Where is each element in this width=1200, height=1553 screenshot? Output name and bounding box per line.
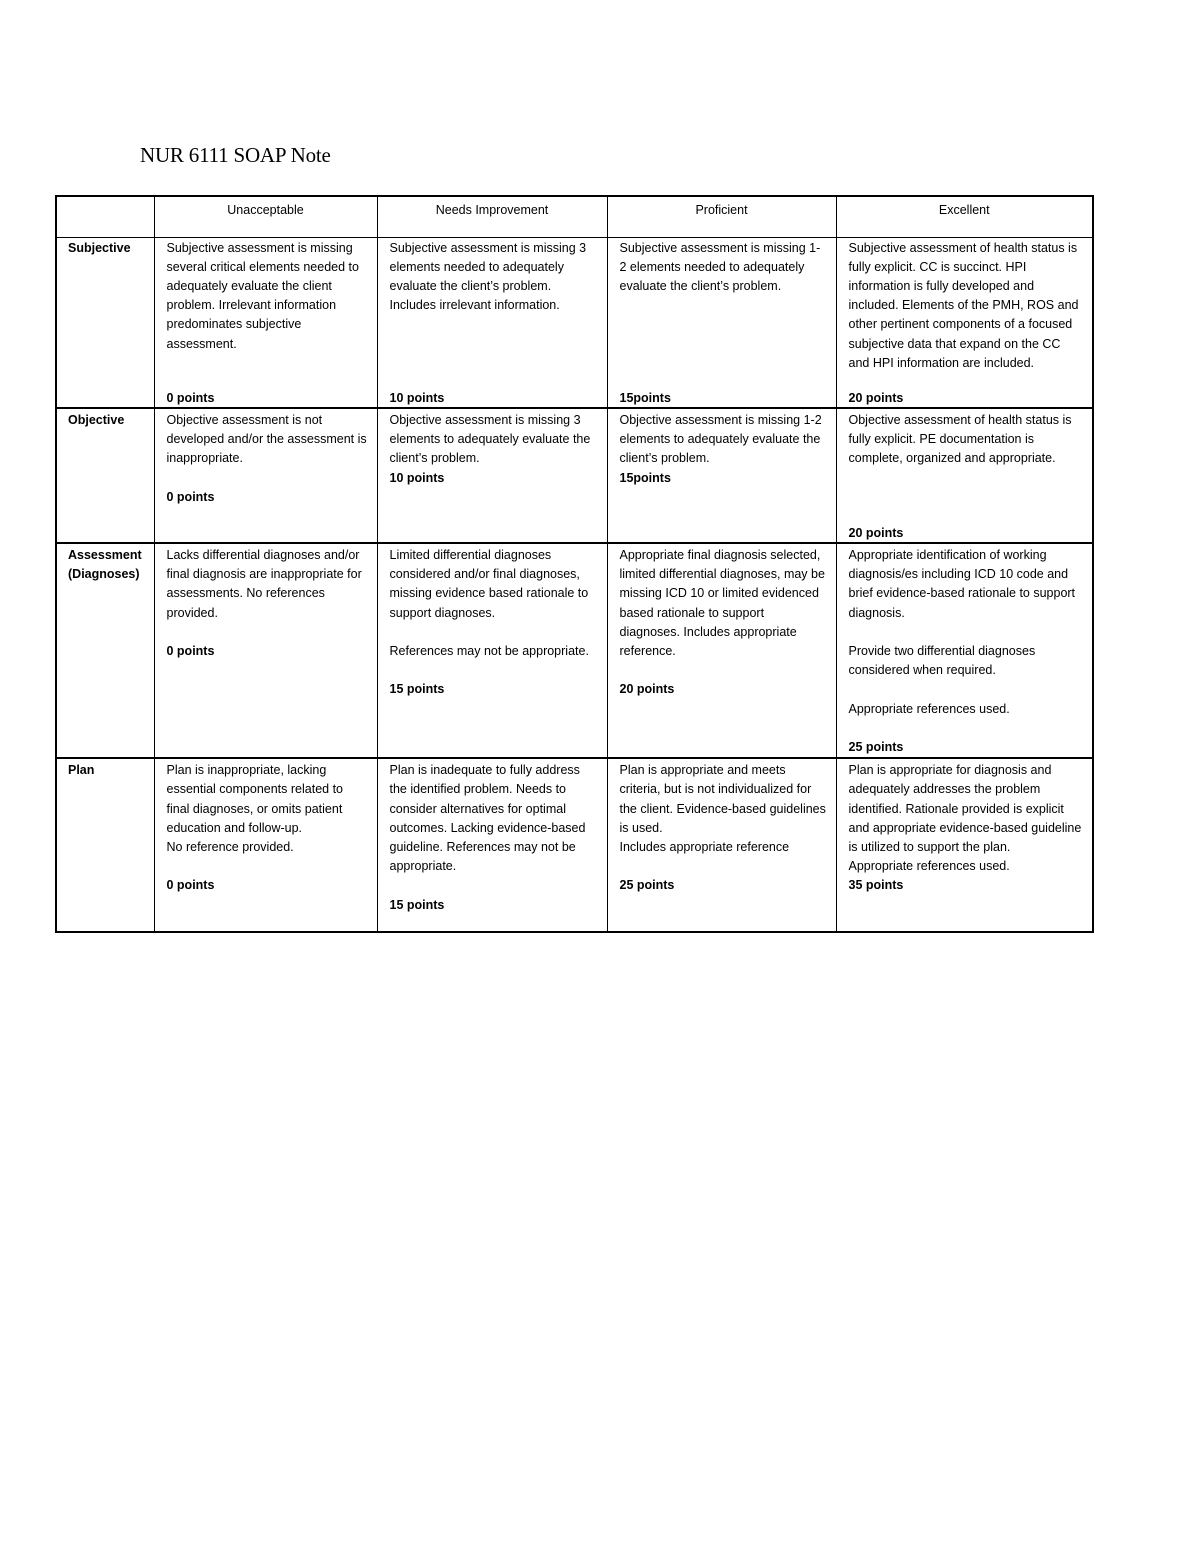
criteria-text: Plan is inappropriate, lacking essential components related to final diagnoses, or omits patient education and follow-up. xyxy=(166,763,343,835)
row-subjective xyxy=(56,237,1093,408)
points-label: 35 points xyxy=(848,878,904,893)
cell-assessment-unacceptable xyxy=(154,543,377,758)
header-unacceptable: Unacceptable xyxy=(154,196,377,237)
criteria-text: Subjective assessment is missing 1-2 elements needed to adequately evaluate the client’s problem. xyxy=(619,240,821,293)
criteria-text: Objective assessment is missing 3 elements to adequately evaluate the client’s problem. xyxy=(389,413,591,466)
points-label: 0 points xyxy=(166,644,215,658)
criteria-text: Subjective assessment is missing 3 elements needed to adequately evaluate the client’s problem. Includes irrelevant information. xyxy=(389,240,587,313)
criteria-note: Appropriate references used. xyxy=(848,701,1010,716)
criteria-text: Objective assessment is missing 1-2 elements to adequately evaluate the client’s problem. xyxy=(619,413,822,466)
header-needs-improvement: Needs Improvement xyxy=(377,196,607,237)
criteria-text: Plan is inadequate to fully address the identified problem. Needs to consider alternatives for optimal outcomes. Lacking evidence-based guideline. References may not be appropriate. xyxy=(389,763,586,874)
row-plan xyxy=(56,758,1093,932)
document-title: NUR 6111 SOAP Note xyxy=(140,143,331,167)
cell-objective-excellent xyxy=(836,408,1093,543)
points-label: 10 points xyxy=(389,390,445,405)
criteria-text: Plan is appropriate for diagnosis and adequately addresses the problem identified. Rationale provided is explicit and appropriate evidence-based guideline is utilized to support the plan. xyxy=(848,763,1082,854)
points-label: 25 points xyxy=(848,739,904,754)
points-label: 0 points xyxy=(166,390,215,405)
header-proficient: Proficient xyxy=(607,196,836,237)
points-label: 20 points xyxy=(619,682,675,697)
points-label: 15 points xyxy=(389,897,445,912)
row-label-subjective: Subjective xyxy=(56,237,154,408)
row-assessment xyxy=(56,543,1093,758)
criteria-text: Plan is appropriate and meets criteria, but is not individualized for the client. Evidence-based guidelines is used. xyxy=(619,763,826,835)
criteria-text: Appropriate identification of working diagnosis/es including ICD 10 code and brief evidence-based rationale to support diagnosis. xyxy=(848,548,1076,620)
points-label: 15points xyxy=(619,390,671,405)
cell-plan-unacceptable xyxy=(154,758,377,932)
criteria-text: Subjective assessment is missing several critical elements needed to adequately evaluate the client problem. Irrelevant information predominates subjective assessment. xyxy=(166,240,359,351)
criteria-text: Lacks differential diagnoses and/or final diagnosis are inappropriate for assessments. No references provided. xyxy=(166,548,362,620)
criteria-note: Provide two differential diagnoses considered when required. xyxy=(848,644,1036,678)
criteria-note: Includes appropriate reference xyxy=(619,840,790,854)
cell-objective-proficient xyxy=(607,408,836,543)
criteria-note: No reference provided. xyxy=(166,840,294,854)
points-label: 15 points xyxy=(389,682,445,697)
points-label: 25 points xyxy=(619,878,675,893)
cell-assessment-proficient xyxy=(607,543,836,758)
header-excellent: Excellent xyxy=(836,196,1093,237)
points-label: 0 points xyxy=(166,878,215,893)
points-label: 0 points xyxy=(166,489,215,504)
cell-subjective-proficient xyxy=(607,237,836,408)
criteria-text: Limited differential diagnoses considered and/or final diagnoses, missing evidence based rationale to support diagnoses. xyxy=(389,548,589,620)
row-objective xyxy=(56,408,1093,543)
cell-plan-proficient xyxy=(607,758,836,932)
cell-assessment-needs-improvement xyxy=(377,543,607,758)
cell-plan-excellent xyxy=(836,758,1093,932)
points-label: 10 points xyxy=(389,470,445,485)
cell-subjective-excellent xyxy=(836,237,1093,408)
points-label: 20 points xyxy=(848,390,904,405)
row-label-objective: Objective xyxy=(56,408,154,543)
cell-subjective-unacceptable xyxy=(154,237,377,408)
criteria-note: References may not be appropriate. xyxy=(389,644,589,658)
criteria-text: Subjective assessment of health status is fully explicit. CC is succinct. HPI information is fully developed and included. Elements of the PMH, ROS and other pertinent components of a focused subjective data that expand on the CC and HPI information are included. xyxy=(848,240,1079,370)
header-row xyxy=(56,196,1093,237)
rubric-table xyxy=(55,195,1094,933)
criteria-text: Appropriate final diagnosis selected, limited differential diagnoses, may be missing ICD 10 or limited evidenced based rationale to support diagnoses. Includes appropriate reference. xyxy=(619,548,825,659)
criteria-note: Appropriate references used. xyxy=(848,859,1010,874)
cell-objective-needs-improvement xyxy=(377,408,607,543)
cell-assessment-excellent xyxy=(836,543,1093,758)
criteria-text: Objective assessment of health status is fully explicit. PE documentation is complete, organized and appropriate. xyxy=(848,413,1072,466)
row-label-assessment: Assessment (Diagnoses) xyxy=(56,543,154,758)
row-label-plan: Plan xyxy=(56,758,154,932)
cell-subjective-needs-improvement xyxy=(377,237,607,408)
header-corner-cell xyxy=(56,196,154,237)
cell-objective-unacceptable xyxy=(154,408,377,543)
points-label: 15points xyxy=(619,470,671,485)
points-label: 20 points xyxy=(848,525,904,540)
criteria-text: Objective assessment is not developed and/or the assessment is inappropriate. xyxy=(166,413,367,466)
cell-plan-needs-improvement xyxy=(377,758,607,932)
